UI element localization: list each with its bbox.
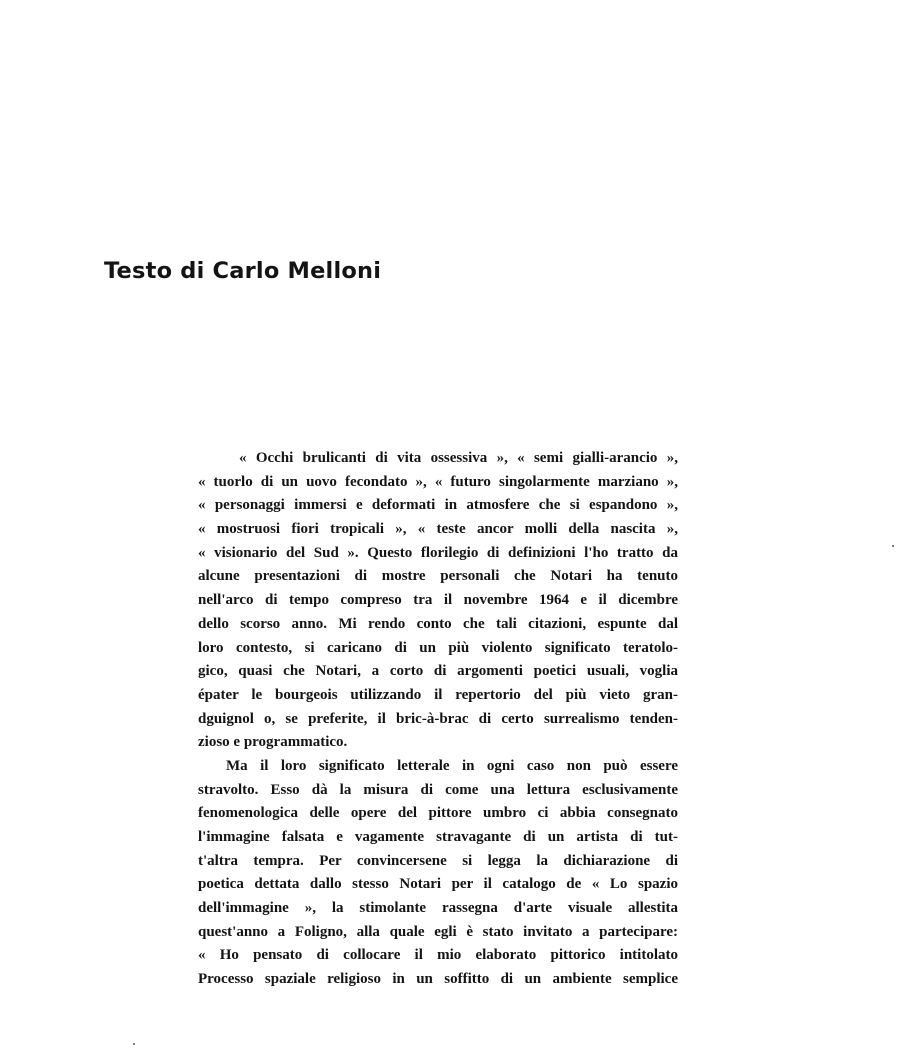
- text-line: t'altra tempra. Per convincersene si legga la dichiarazione di: [198, 852, 678, 869]
- text-line: gico, quasi che Notari, a corto di argomenti poetici usuali, voglia: [198, 663, 678, 680]
- scan-speck: [133, 1043, 135, 1045]
- text-line: épater le bourgeois utilizzando il repertorio del più vieto gran-: [198, 686, 678, 703]
- text-line: Ma il loro significato letterale in ogni caso non può essere: [226, 757, 678, 774]
- text-line: poetica dettata dallo stesso Notari per il catalogo de « Lo spazio: [198, 876, 678, 893]
- scan-speck: [892, 545, 894, 547]
- text-line: loro contesto, si caricano di un più violento significato teratolo-: [198, 639, 678, 656]
- text-line: « visionario del Sud ». Questo florilegio di definizioni l'ho tratto da: [198, 544, 678, 561]
- text-line: stravolto. Esso dà la misura di come una lettura esclusivamente: [198, 781, 678, 798]
- page-title: Testo di Carlo Melloni: [104, 258, 382, 284]
- text-line: l'immagine falsata e vagamente stravagante di un artista di tut-: [198, 829, 678, 845]
- text-line: dguignol o, se preferite, il bric-à-brac di certo surrealismo tenden-: [198, 710, 678, 727]
- text-line: « tuorlo di un uovo fecondato », « futuro singolarmente marziano »,: [198, 473, 678, 490]
- text-line: nell'arco di tempo compreso tra il novembre 1964 e il dicembre: [198, 592, 678, 609]
- text-line: dello scorso anno. Mi rendo conto che tali citazioni, espunte dal: [198, 615, 678, 632]
- text-line: quest'anno a Foligno, alla quale egli è stato invitato a partecipare:: [198, 923, 678, 940]
- text-line: dell'immagine », la stimolante rassegna d'arte visuale allestita: [198, 900, 678, 917]
- text-line: « Ho pensato di collocare il mio elaborato pittorico intitolato: [198, 947, 678, 964]
- body-text: [198, 447, 678, 992]
- text-line: fenomenologica delle opere del pittore umbro ci abbia consegnato: [198, 805, 678, 822]
- text-line: « Occhi brulicanti di vita ossessiva », « semi gialli-arancio »,: [239, 450, 678, 466]
- text-line: Processo spaziale religioso in un soffitto di un ambiente semplice: [198, 971, 678, 988]
- text-line: alcune presentazioni di mostre personali che Notari ha tenuto: [198, 568, 678, 585]
- text-line: « mostruosi fiori tropicali », « teste ancor molli della nascita »,: [198, 521, 678, 538]
- text-line: zioso e programmatico.: [198, 734, 348, 751]
- text-line: « personaggi immersi e deformati in atmosfere che si espandono »,: [198, 497, 678, 514]
